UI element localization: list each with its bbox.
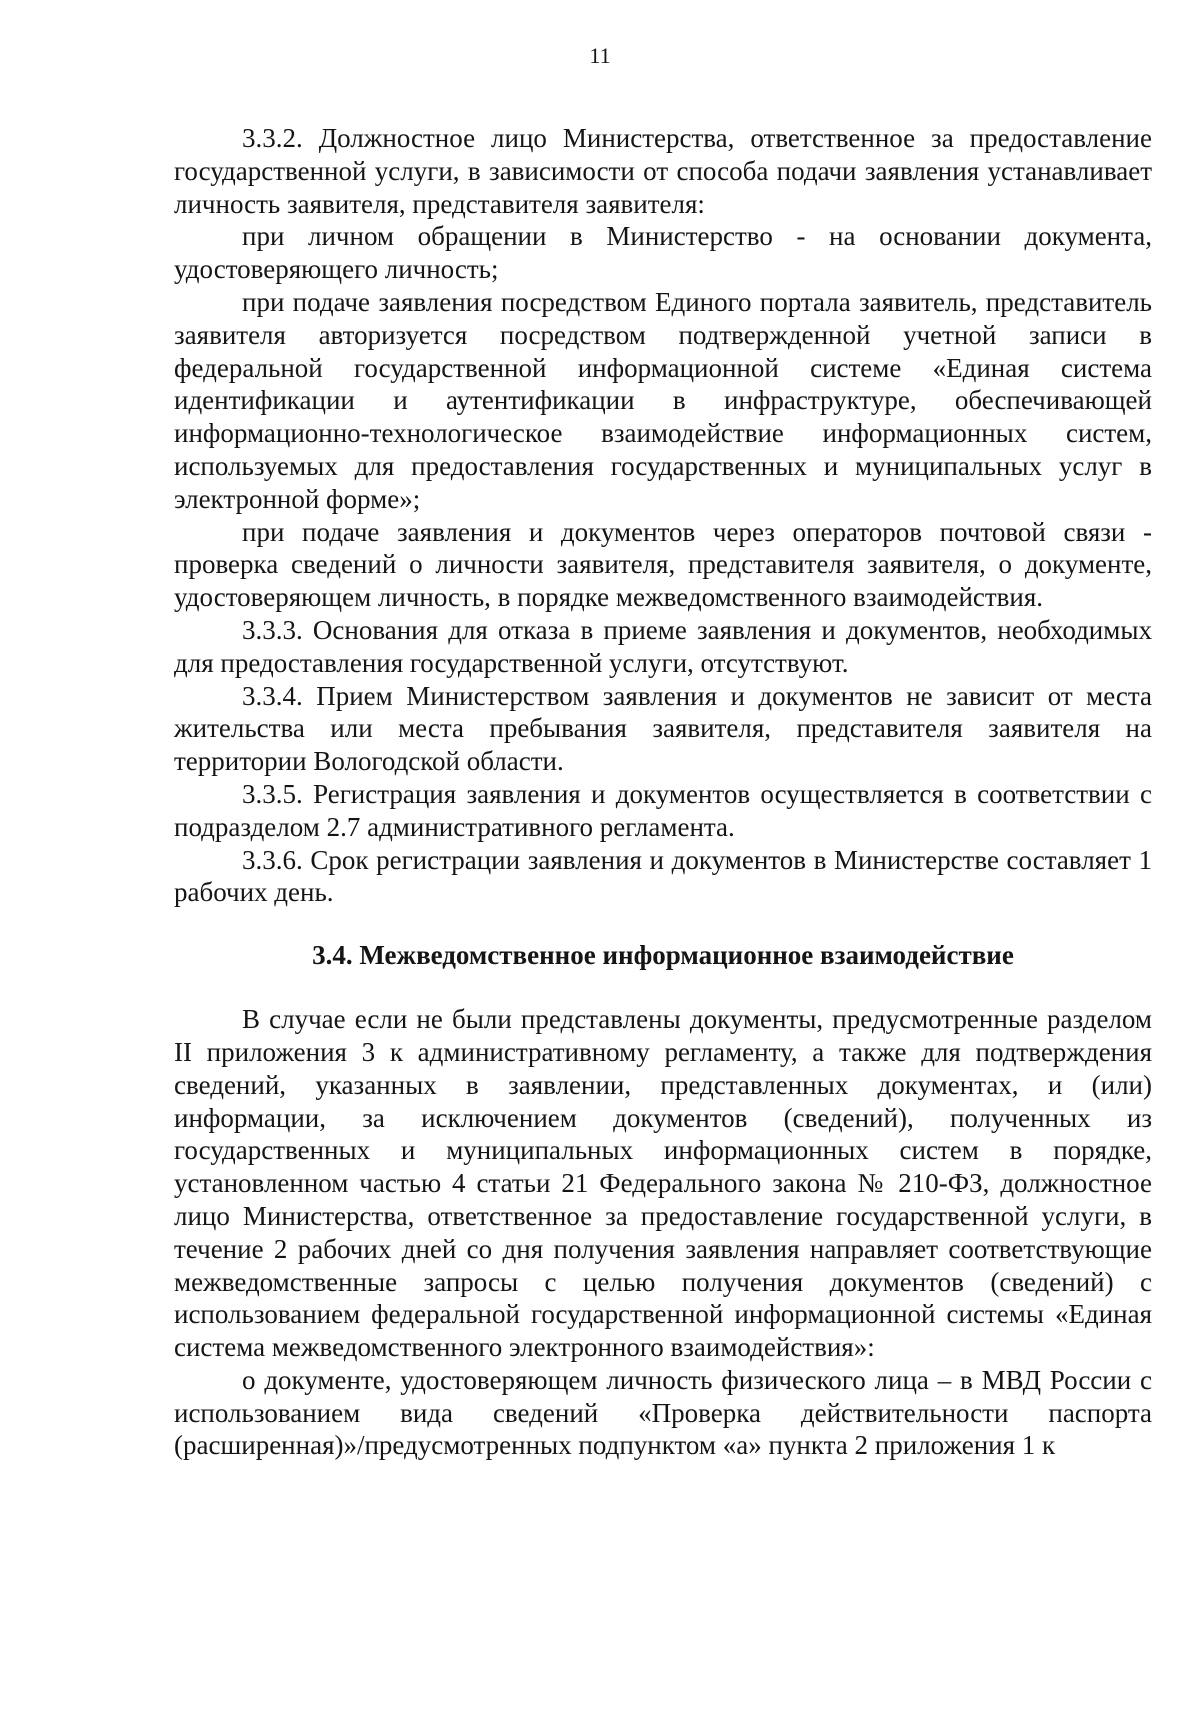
paragraph-interagency-requests: В случае если не были представлены документы, предусмотренные разделом II приложения 3 к административному регламенту, а также для подтверждения сведений, указанных в заявлении, представленных документах, и (или) информации, за исключением документов (сведений), полученных из государственных и муниципальных информационных систем в порядке, установленном частью 4 статьи 21 Федерального закона № 210-ФЗ, должностное лицо Министерства, ответственное за предоставление государственной услуги, в течение 2 рабочих дней со дня получения заявления направляет соответствующие межведомственные запросы с целью получения документов (сведений) с использованием федеральной государственной информационной системы «Единая система межведомственного электронного взаимодействия»: xyxy=(174,1004,1152,1363)
paragraph-3-3-3: 3.3.3. Основания для отказа в приеме заявления и документов, необходимых для предоставления государственной услуги, отсутствуют. xyxy=(174,614,1152,678)
paragraph-3-3-2: 3.3.2. Должностное лицо Министерства, ответственное за предоставление государственной услуги, в зависимости от способа подачи заявления устанавливает личность заявителя, представителя заявителя: xyxy=(174,123,1152,219)
page-number: 11 xyxy=(589,43,611,68)
paragraph-postal-operators: при подаче заявления и документов через операторов почтовой связи - проверка сведений о личности заявителя, представителя заявителя, о документе, удостоверяющем личность, в порядке межведомственного взаимодействия. xyxy=(174,516,1152,613)
paragraph-identity-document: о документе, удостоверяющем личность физического лица – в МВД России с использованием вида сведений «Проверка действительности паспорта (расширенная)»/предусмотренных подпунктом «а» пункта 2 приложения 1 к xyxy=(174,1364,1152,1461)
section-heading-3-4: 3.4. Межведомственное информационное взаимодействие xyxy=(312,940,1014,971)
document-body xyxy=(174,122,1152,1462)
paragraph-personal-visit: при личном обращении в Министерство - на основании документа, удостоверяющего личность; xyxy=(174,221,1152,285)
paragraph-3-3-5: 3.3.5. Регистрация заявления и документов осуществляется в соответствии с подразделом 2.7 административного регламента. xyxy=(174,778,1152,842)
paragraph-unified-portal: при подаче заявления посредством Единого портала заявитель, представитель заявителя авторизуется посредством подтвержденной учетной записи в федеральной государственной информационной системе «Единая система идентификации и аутентификации в инфраструктуре, обеспечивающей информационно-технологическое взаимодействие информационных систем, используемых для предоставления государственных и муниципальных услуг в электронной форме»; xyxy=(174,286,1152,514)
paragraph-3-3-4: 3.3.4. Прием Министерством заявления и документов не зависит от места жительства или места пребывания заявителя, представителя заявителя на территории Вологодской области. xyxy=(174,680,1152,777)
paragraph-3-3-6: 3.3.6. Срок регистрации заявления и документов в Министерстве составляет 1 рабочих день. xyxy=(174,844,1152,908)
